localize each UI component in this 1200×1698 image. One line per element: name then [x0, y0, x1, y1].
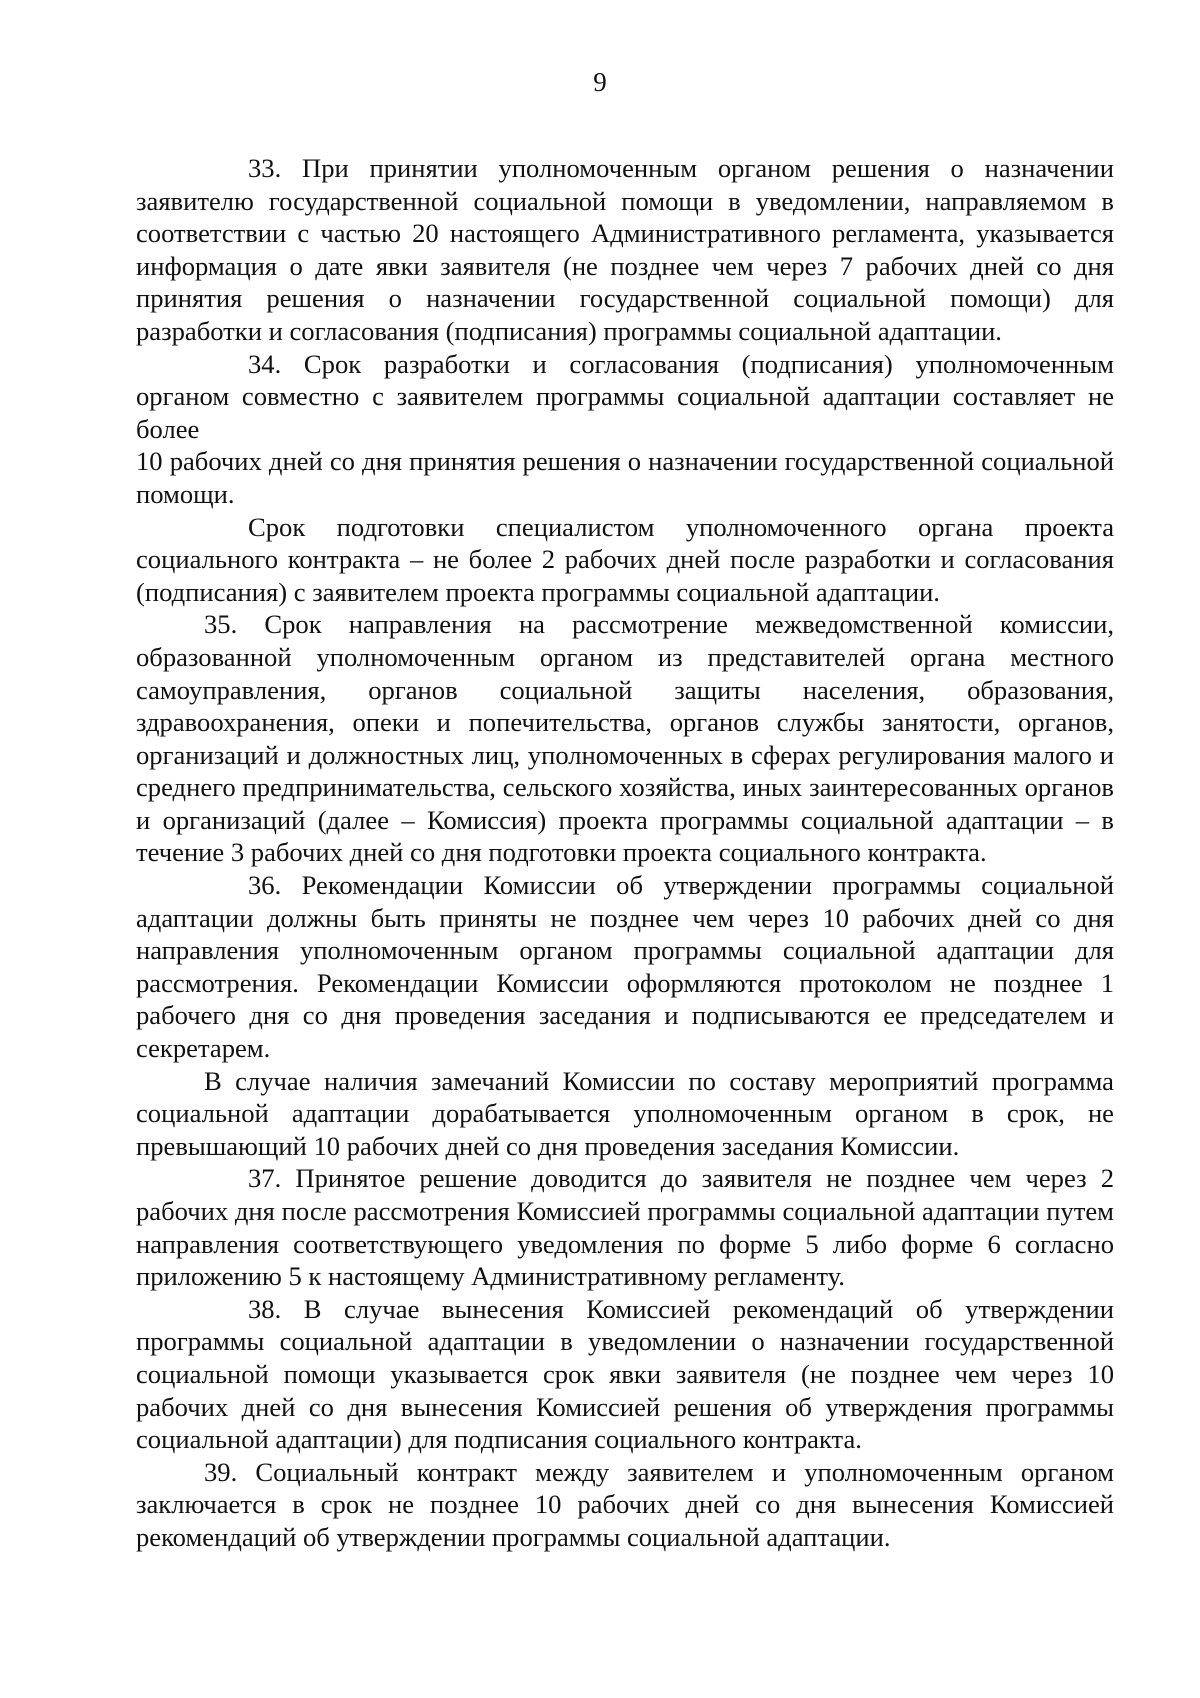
- paragraph-38: 38. В случае вынесения Комиссией рекомендаций об утверждении программы социальной адаптации в уведомлении о назначении государственной социальной помощи указывается срок явки заявителя (не позднее чем через 10 рабочих дней со дня вынесения Комиссией решения об утверждения программы социальной адаптации) для подписания социального контракта.: [136, 1293, 1114, 1455]
- paragraph-34: 34. Срок разработки и согласования (подписания) уполномоченным органом совместно с заявителем программы социальной адаптации составляет не более: [136, 348, 1114, 444]
- paragraph-35: 35. Срок направления на рассмотрение межведомственной комиссии, образованной уполномоченным органом из представителей органа местного самоуправления, органов социальной защиты населения, образования, здравоохранения, опеки и попечительства, органов службы занятости, органов, организаций и должностных лиц, уполномоченных в сферах регулирования малого и среднего предпринимательства, сельского хозяйства, иных заинтересованных органов и организаций (далее – Комиссия) проекта программы социальной адаптации – в течение 3 рабочих дней со дня подготовки проекта социального контракта.: [136, 609, 1114, 868]
- paragraph-34-continuation: 10 рабочих дней со дня принятия решения о назначении государственной социальной помощи.: [136, 446, 1114, 509]
- paragraph-37: 37. Принятое решение доводится до заявителя не позднее чем через 2 рабочих дня после рассмотрения Комиссией программы социальной адаптации путем направления соответствующего уведомления по форме 5 либо форме 6 согласно приложению 5 к настоящему Административному регламенту.: [136, 1163, 1114, 1292]
- paragraph-33: 33. При принятии уполномоченным органом решения о назначении заявителю государственной социальной помощи в уведомлении, направляемом в соответствии с частью 20 настоящего Административного регламента, указывается информация о дате явки заявителя (не позднее чем через 7 рабочих дней со дня принятия решения о назначении государственной социальной помощи) для разработки и согласования (подписания) программы социальной адаптации.: [136, 153, 1114, 346]
- paragraph-36: 36. Рекомендации Комиссии об утверждении программы социальной адаптации должны быть приняты не позднее чем через 10 рабочих дней со дня направления уполномоченным органом программы социальной адаптации для рассмотрения. Рекомендации Комиссии оформляются протоколом не позднее 1 рабочего дня со дня проведения заседания и подписываются ее председателем и секретарем.: [136, 870, 1114, 1064]
- paragraph-remarks: В случае наличия замечаний Комиссии по составу мероприятий программа социальной адаптации дорабатывается уполномоченным органом в срок, не превышающий 10 рабочих дней со дня проведения заседания Комиссии.: [136, 1065, 1114, 1161]
- page-number: 9: [593, 67, 607, 97]
- paragraph-39: 39. Социальный контракт между заявителем и уполномоченным органом заключается в срок не позднее 10 рабочих дней со дня вынесения Комиссией рекомендаций об утверждении программы социальной адаптации.: [136, 1456, 1114, 1552]
- paragraph-contract-deadline: Срок подготовки специалистом уполномоченного органа проекта социального контракта – не более 2 рабочих дней после разработки и согласования (подписания) с заявителем проекта программы социальной адаптации.: [136, 511, 1114, 607]
- document-body: [136, 152, 1114, 1554]
